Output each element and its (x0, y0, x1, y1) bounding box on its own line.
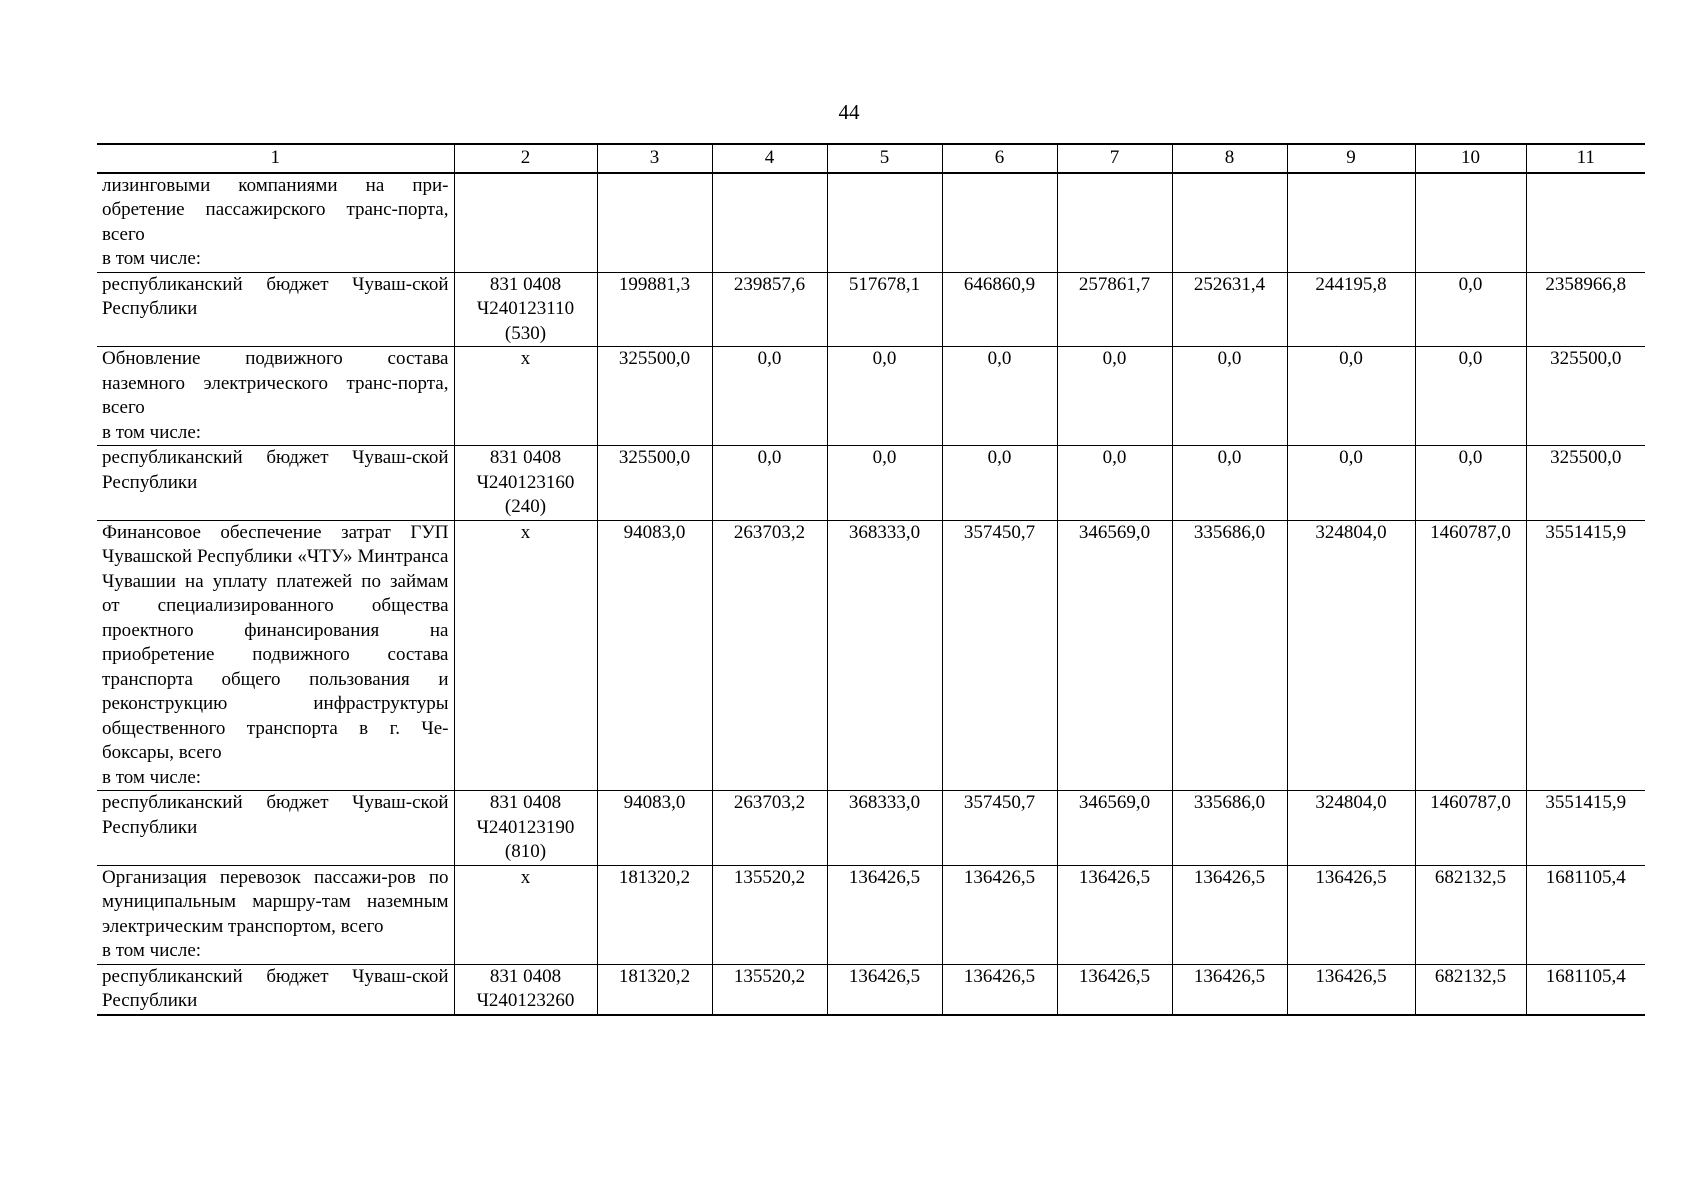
budget-code: 831 0408 Ч240123260 (454, 964, 597, 1015)
table-row (97, 173, 1645, 273)
description-text: республиканский бюджет Чуваш-ской Республики (102, 792, 449, 838)
value-cell: 0,0 (827, 347, 942, 446)
budget-code: х (454, 865, 597, 964)
budget-code: 831 0408 Ч240123110 (530) (454, 272, 597, 347)
column-number-8: 8 (1172, 144, 1287, 173)
table-row (97, 446, 1645, 521)
column-number-1: 1 (97, 144, 454, 173)
column-number-row (97, 144, 1645, 173)
value-cell (712, 173, 827, 273)
description-subheading: в том числе: (102, 766, 202, 788)
value-cell: 324804,0 (1287, 791, 1415, 866)
value-cell (942, 173, 1057, 273)
column-number-5: 5 (827, 144, 942, 173)
column-number-3: 3 (597, 144, 712, 173)
value-cell: 94083,0 (597, 520, 712, 791)
budget-table (97, 143, 1645, 1016)
column-number-9: 9 (1287, 144, 1415, 173)
value-cell: 0,0 (1057, 446, 1172, 521)
value-cell: 0,0 (1415, 446, 1526, 521)
value-cell: 135520,2 (712, 964, 827, 1015)
value-cell: 136426,5 (942, 865, 1057, 964)
value-cell (597, 173, 712, 273)
value-cell: 1460787,0 (1415, 520, 1526, 791)
value-cell: 1681105,4 (1526, 964, 1645, 1015)
value-cell: 136426,5 (942, 964, 1057, 1015)
value-cell: 181320,2 (597, 964, 712, 1015)
value-cell: 136426,5 (1057, 964, 1172, 1015)
value-cell: 346569,0 (1057, 791, 1172, 866)
table-row (97, 865, 1645, 964)
value-cell: 0,0 (1415, 272, 1526, 347)
value-cell: 135520,2 (712, 865, 827, 964)
row-description (97, 520, 454, 791)
table-row (97, 272, 1645, 347)
page-number: 44 (838, 100, 860, 124)
value-cell: 136426,5 (1172, 964, 1287, 1015)
row-description (97, 865, 454, 964)
value-cell: 324804,0 (1287, 520, 1415, 791)
budget-code: х (454, 347, 597, 446)
value-cell: 0,0 (1287, 446, 1415, 521)
value-cell: 263703,2 (712, 791, 827, 866)
budget-code: 831 0408 Ч240123190 (810) (454, 791, 597, 866)
description-subheading: в том числе: (102, 940, 202, 961)
value-cell: 0,0 (712, 347, 827, 446)
value-cell: 646860,9 (942, 272, 1057, 347)
value-cell: 252631,4 (1172, 272, 1287, 347)
value-cell: 357450,7 (942, 520, 1057, 791)
table-row (97, 964, 1645, 1015)
value-cell: 0,0 (1415, 347, 1526, 446)
table-row (97, 791, 1645, 866)
value-cell: 1681105,4 (1526, 865, 1645, 964)
value-cell: 0,0 (1172, 347, 1287, 446)
value-cell: 325500,0 (597, 347, 712, 446)
value-cell: 2358966,8 (1526, 272, 1645, 347)
value-cell: 199881,3 (597, 272, 712, 347)
budget-code: 831 0408 Ч240123160 (240) (454, 446, 597, 521)
value-cell: 335686,0 (1172, 791, 1287, 866)
value-cell: 136426,5 (827, 865, 942, 964)
budget-code: х (454, 520, 597, 791)
value-cell: 368333,0 (827, 520, 942, 791)
value-cell (827, 173, 942, 273)
value-cell: 517678,1 (827, 272, 942, 347)
table-body (97, 173, 1645, 1015)
value-cell: 1460787,0 (1415, 791, 1526, 866)
value-cell: 682132,5 (1415, 964, 1526, 1015)
value-cell: 94083,0 (597, 791, 712, 866)
table-row (97, 520, 1645, 791)
value-cell: 3551415,9 (1526, 520, 1645, 791)
value-cell: 0,0 (1057, 347, 1172, 446)
value-cell: 346569,0 (1057, 520, 1172, 791)
value-cell (1415, 173, 1526, 273)
column-number-7: 7 (1057, 144, 1172, 173)
row-description (97, 173, 454, 273)
description-subheading: в том числе: (102, 248, 202, 269)
value-cell (1287, 173, 1415, 273)
value-cell: 0,0 (712, 446, 827, 521)
budget-code (454, 173, 597, 273)
value-cell: 136426,5 (1287, 964, 1415, 1015)
description-subheading: в том числе: (102, 421, 202, 443)
row-description (97, 446, 454, 521)
column-number-11: 11 (1526, 144, 1645, 173)
value-cell: 244195,8 (1287, 272, 1415, 347)
value-cell: 257861,7 (1057, 272, 1172, 347)
row-description (97, 272, 454, 347)
value-cell (1057, 173, 1172, 273)
table-row (97, 347, 1645, 446)
description-text: Финансовое обеспечение затрат ГУП Чувашской Республики «ЧТУ» Минтранса Чувашии на уплату платежей по займам от специализированного общества проектного финансирования на приобретение подвижного состава транспорта общего пользования и реконструкцию инфраструктуры общественного транспорта в г. Че-боксары, всего (102, 521, 449, 763)
description-text: лизинговыми компаниями на при-обретение пассажирского транс-порта, всего (102, 174, 449, 245)
description-text: Обновление подвижного состава наземного электрического транс-порта, всего (102, 348, 449, 418)
description-text: республиканский бюджет Чуваш-ской Республики (102, 965, 449, 1011)
value-cell: 136426,5 (1172, 865, 1287, 964)
value-cell: 239857,6 (712, 272, 827, 347)
description-text: Организация перевозок пассажи-ров по муниципальным маршру-там наземным электрическим транспортом, всего (102, 866, 449, 937)
column-number-2: 2 (454, 144, 597, 173)
value-cell (1172, 173, 1287, 273)
value-cell: 3551415,9 (1526, 791, 1645, 866)
value-cell: 325500,0 (1526, 347, 1645, 446)
table-header (97, 144, 1645, 173)
value-cell (1526, 173, 1645, 273)
column-number-10: 10 (1415, 144, 1526, 173)
value-cell: 263703,2 (712, 520, 827, 791)
value-cell: 335686,0 (1172, 520, 1287, 791)
row-description (97, 964, 454, 1015)
value-cell: 682132,5 (1415, 865, 1526, 964)
column-number-6: 6 (942, 144, 1057, 173)
row-description (97, 347, 454, 446)
value-cell: 136426,5 (1057, 865, 1172, 964)
description-text: республиканский бюджет Чуваш-ской Республики (102, 273, 449, 319)
value-cell: 0,0 (942, 446, 1057, 521)
value-cell: 0,0 (1287, 347, 1415, 446)
value-cell: 357450,7 (942, 791, 1057, 866)
value-cell: 325500,0 (597, 446, 712, 521)
description-text: республиканский бюджет Чуваш-ской Республики (102, 447, 449, 493)
value-cell: 181320,2 (597, 865, 712, 964)
value-cell: 325500,0 (1526, 446, 1645, 521)
column-number-4: 4 (712, 144, 827, 173)
value-cell: 0,0 (827, 446, 942, 521)
value-cell: 0,0 (942, 347, 1057, 446)
value-cell: 368333,0 (827, 791, 942, 866)
value-cell: 136426,5 (1287, 865, 1415, 964)
row-description (97, 791, 454, 866)
value-cell: 0,0 (1172, 446, 1287, 521)
value-cell: 136426,5 (827, 964, 942, 1015)
